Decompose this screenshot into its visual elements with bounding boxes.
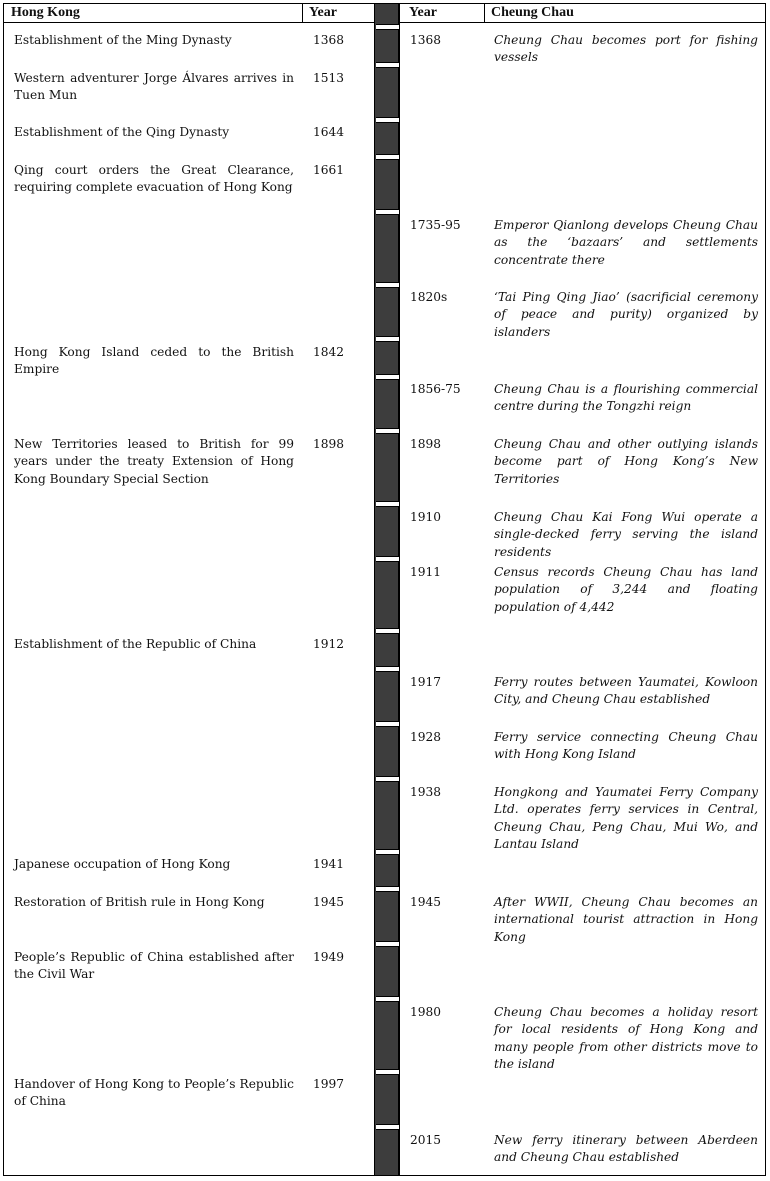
spine-separator xyxy=(376,849,399,855)
spine-separator xyxy=(376,628,399,634)
header-year-left: Year xyxy=(309,5,337,20)
hong-kong-event: Restoration of British rule in Hong Kong xyxy=(14,895,265,909)
cheung-chau-event: Ferry routes between Yaumatei, Kowloon City, and Cheung Chau established xyxy=(494,675,758,707)
cheung-chau-event: After WWII, Cheung Chau becomes an international tourist attraction in Hong Kong xyxy=(494,895,758,944)
hong-kong-event: Western adventurer Jorge Álvares arrives in Tuen Mun xyxy=(14,71,294,103)
header-divider xyxy=(484,4,485,22)
spine-separator xyxy=(376,154,399,160)
cheung-chau-event: Census records Cheung Chau has land population of 3,244 and floating population of 4,442 xyxy=(494,565,758,614)
cheung-chau-event: Cheung Chau becomes port for fishing vessels xyxy=(494,33,758,65)
cheung-chau-event: Emperor Qianlong develops Cheung Chau as the ‘bazaars’ and settlements concentrate there xyxy=(494,218,758,267)
hong-kong-event: New Territories leased to British for 99 years under the treaty Extension of Hong Kong Boundary Special Section xyxy=(14,437,294,486)
hong-kong-year: 1513 xyxy=(313,71,345,85)
hong-kong-event: Establishment of the Republic of China xyxy=(14,637,257,651)
hong-kong-event: People’s Republic of China established after the Civil War xyxy=(14,950,294,982)
cheung-chau-year: 1945 xyxy=(410,895,442,909)
hong-kong-event: Hong Kong Island ceded to the British Empire xyxy=(14,345,294,377)
cheung-chau-event: ‘Tai Ping Qing Jiao’ (sacrificial ceremony of peace and purity) organized by islanders xyxy=(494,290,758,339)
spine-separator xyxy=(376,336,399,342)
spine-separator xyxy=(376,721,399,727)
hong-kong-event: Handover of Hong Kong to People’s Republic of China xyxy=(14,1077,294,1109)
header-rule xyxy=(4,22,374,23)
header-rule xyxy=(399,22,765,23)
spine-separator xyxy=(376,1124,399,1130)
cheung-chau-event: Cheung Chau is a flourishing commercial centre during the Tongzhi reign xyxy=(494,382,758,414)
column-divider xyxy=(399,4,400,1175)
spine-separator xyxy=(376,941,399,947)
hong-kong-year: 1945 xyxy=(313,895,345,909)
cheung-chau-event: Cheung Chau Kai Fong Wui operate a single-decked ferry serving the island residents xyxy=(494,510,758,559)
spine-separator xyxy=(376,666,399,672)
cheung-chau-year: 1917 xyxy=(410,675,442,689)
spine-separator xyxy=(376,886,399,892)
cheung-chau-event: Cheung Chau and other outlying islands become part of Hong Kong’s New Territories xyxy=(494,437,758,486)
cheung-chau-year: 1910 xyxy=(410,510,442,524)
spine-separator xyxy=(376,24,399,30)
hong-kong-event: Qing court orders the Great Clearance, requiring complete evacuation of Hong Kong xyxy=(14,163,294,195)
spine-separator xyxy=(376,501,399,507)
timeline-table xyxy=(3,3,766,1176)
cheung-chau-year: 1368 xyxy=(410,33,442,47)
hong-kong-year: 1368 xyxy=(313,33,345,47)
timeline-spine xyxy=(374,4,399,1175)
hong-kong-event: Establishment of the Ming Dynasty xyxy=(14,33,232,47)
cheung-chau-event: Hongkong and Yaumatei Ferry Company Ltd. operates ferry services in Central, Cheung Chau, Peng Chau, Mui Wo, and Lantau Island xyxy=(494,785,758,852)
cheung-chau-year: 1735-95 xyxy=(410,218,461,232)
cheung-chau-event: New ferry itinerary between Aberdeen and Cheung Chau established xyxy=(494,1133,758,1165)
cheung-chau-event: Ferry service connecting Cheung Chau with Hong Kong Island xyxy=(494,730,758,762)
spine-separator xyxy=(376,776,399,782)
cheung-chau-year: 1928 xyxy=(410,730,442,744)
header-year-right: Year xyxy=(409,5,437,20)
cheung-chau-year: 1980 xyxy=(410,1005,442,1019)
spine-separator xyxy=(376,1069,399,1075)
header-hong-kong: Hong Kong xyxy=(11,5,80,20)
spine-separator xyxy=(376,282,399,288)
hong-kong-year: 1912 xyxy=(313,637,345,651)
cheung-chau-year: 1820s xyxy=(410,290,448,304)
spine-separator xyxy=(376,428,399,434)
spine-separator xyxy=(376,996,399,1002)
cheung-chau-year: 1898 xyxy=(410,437,442,451)
spine-separator xyxy=(376,62,399,68)
cheung-chau-year: 1856-75 xyxy=(410,382,461,396)
hong-kong-year: 1997 xyxy=(313,1077,345,1091)
cheung-chau-year: 1938 xyxy=(410,785,442,799)
hong-kong-year: 1949 xyxy=(313,950,345,964)
hong-kong-year: 1941 xyxy=(313,857,345,871)
spine-separator xyxy=(376,117,399,123)
hong-kong-event: Establishment of the Qing Dynasty xyxy=(14,125,230,139)
hong-kong-year: 1661 xyxy=(313,163,345,177)
hong-kong-event: Japanese occupation of Hong Kong xyxy=(14,857,231,871)
spine-separator xyxy=(376,556,399,562)
hong-kong-year: 1898 xyxy=(313,437,345,451)
hong-kong-year: 1842 xyxy=(313,345,345,359)
spine-separator xyxy=(376,209,399,215)
cheung-chau-year: 1911 xyxy=(410,565,442,579)
header-divider xyxy=(302,4,303,22)
spine-separator xyxy=(376,374,399,380)
cheung-chau-event: Cheung Chau becomes a holiday resort for local residents of Hong Kong and many people from other districts move to the island xyxy=(494,1005,758,1072)
cheung-chau-year: 2015 xyxy=(410,1133,442,1147)
header-cheung-chau: Cheung Chau xyxy=(491,5,574,20)
hong-kong-year: 1644 xyxy=(313,125,345,139)
